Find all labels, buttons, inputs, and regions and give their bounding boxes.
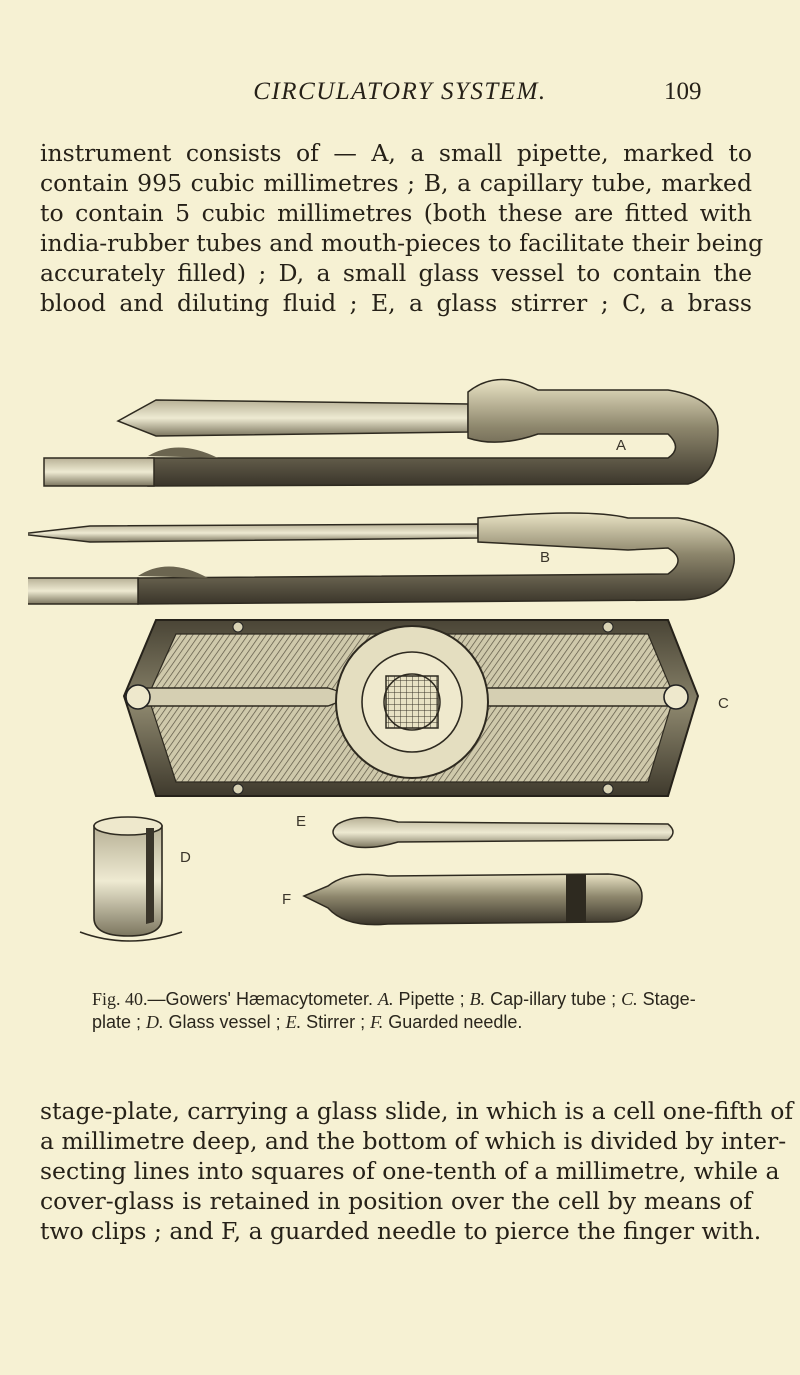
page-number: 109 (664, 78, 702, 105)
caption-title: —Gowers' Hæmacytometer. (147, 989, 374, 1009)
text-line: contain 995 cubic millimetres ; B, a capillary tube, marked (40, 169, 752, 197)
haemacytometer-illustration (28, 338, 748, 958)
text-line: blood and diluting fluid ; E, a glass stirrer ; C, a brass (40, 289, 752, 317)
caption-letter: D. (146, 1012, 164, 1032)
caption-letter: B. (469, 989, 486, 1009)
caption-item: Glass vessel ; (163, 1012, 286, 1032)
caption-fig-number: Fig. 40. (92, 989, 148, 1009)
guarded-needle-f (282, 874, 642, 925)
text-line: to contain 5 cubic millimetres (both these are fitted with (40, 199, 752, 227)
glass-vessel-d (80, 817, 191, 941)
label-e: E (296, 813, 307, 830)
capillary-tube-b (28, 513, 734, 604)
text-line: accurately filled) ; D, a small glass vessel to contain the (40, 259, 752, 287)
caption-item: Pipette ; (393, 989, 470, 1009)
caption-item: Stirrer ; (301, 1012, 371, 1032)
text-line: india-rubber tubes and mouth-pieces to facilitate their being (40, 229, 764, 257)
figure-caption (92, 988, 712, 1034)
running-title: CIRCULATORY SYSTEM. (253, 78, 547, 105)
caption-item: Stage-plate ; (92, 989, 696, 1032)
label-d: D (180, 849, 191, 866)
label-f: F (282, 891, 292, 908)
text-line: a millimetre deep, and the bottom of which is divided by inter- (40, 1127, 787, 1155)
text-line: stage-plate, carrying a glass slide, in which is a cell one-fifth of (40, 1097, 794, 1125)
caption-letter: C. (621, 989, 638, 1009)
text-line: secting lines into squares of one-tenth of a millimetre, while a (40, 1157, 780, 1185)
paragraph-bottom (40, 1096, 794, 1246)
caption-letter: E. (285, 1012, 302, 1032)
paragraph-top (40, 138, 764, 318)
text-line: two clips ; and F, a guarded needle to pierce the finger with. (40, 1217, 762, 1245)
caption-item: Guarded needle. (383, 1012, 523, 1032)
text-line: instrument consists of — A, a small pipette, marked to (40, 139, 752, 167)
stage-plate-c (124, 620, 729, 796)
label-c: C (718, 695, 729, 712)
caption-letter: A. (378, 989, 394, 1009)
caption-letter: F. (370, 1012, 384, 1032)
text-line: cover-glass is retained in position over the cell by means of (40, 1187, 752, 1215)
label-a: A (616, 437, 627, 454)
label-b: B (540, 549, 551, 566)
glass-stirrer-e (296, 813, 673, 848)
caption-item: Cap-illary tube ; (485, 989, 622, 1009)
pipette-a (44, 379, 718, 486)
